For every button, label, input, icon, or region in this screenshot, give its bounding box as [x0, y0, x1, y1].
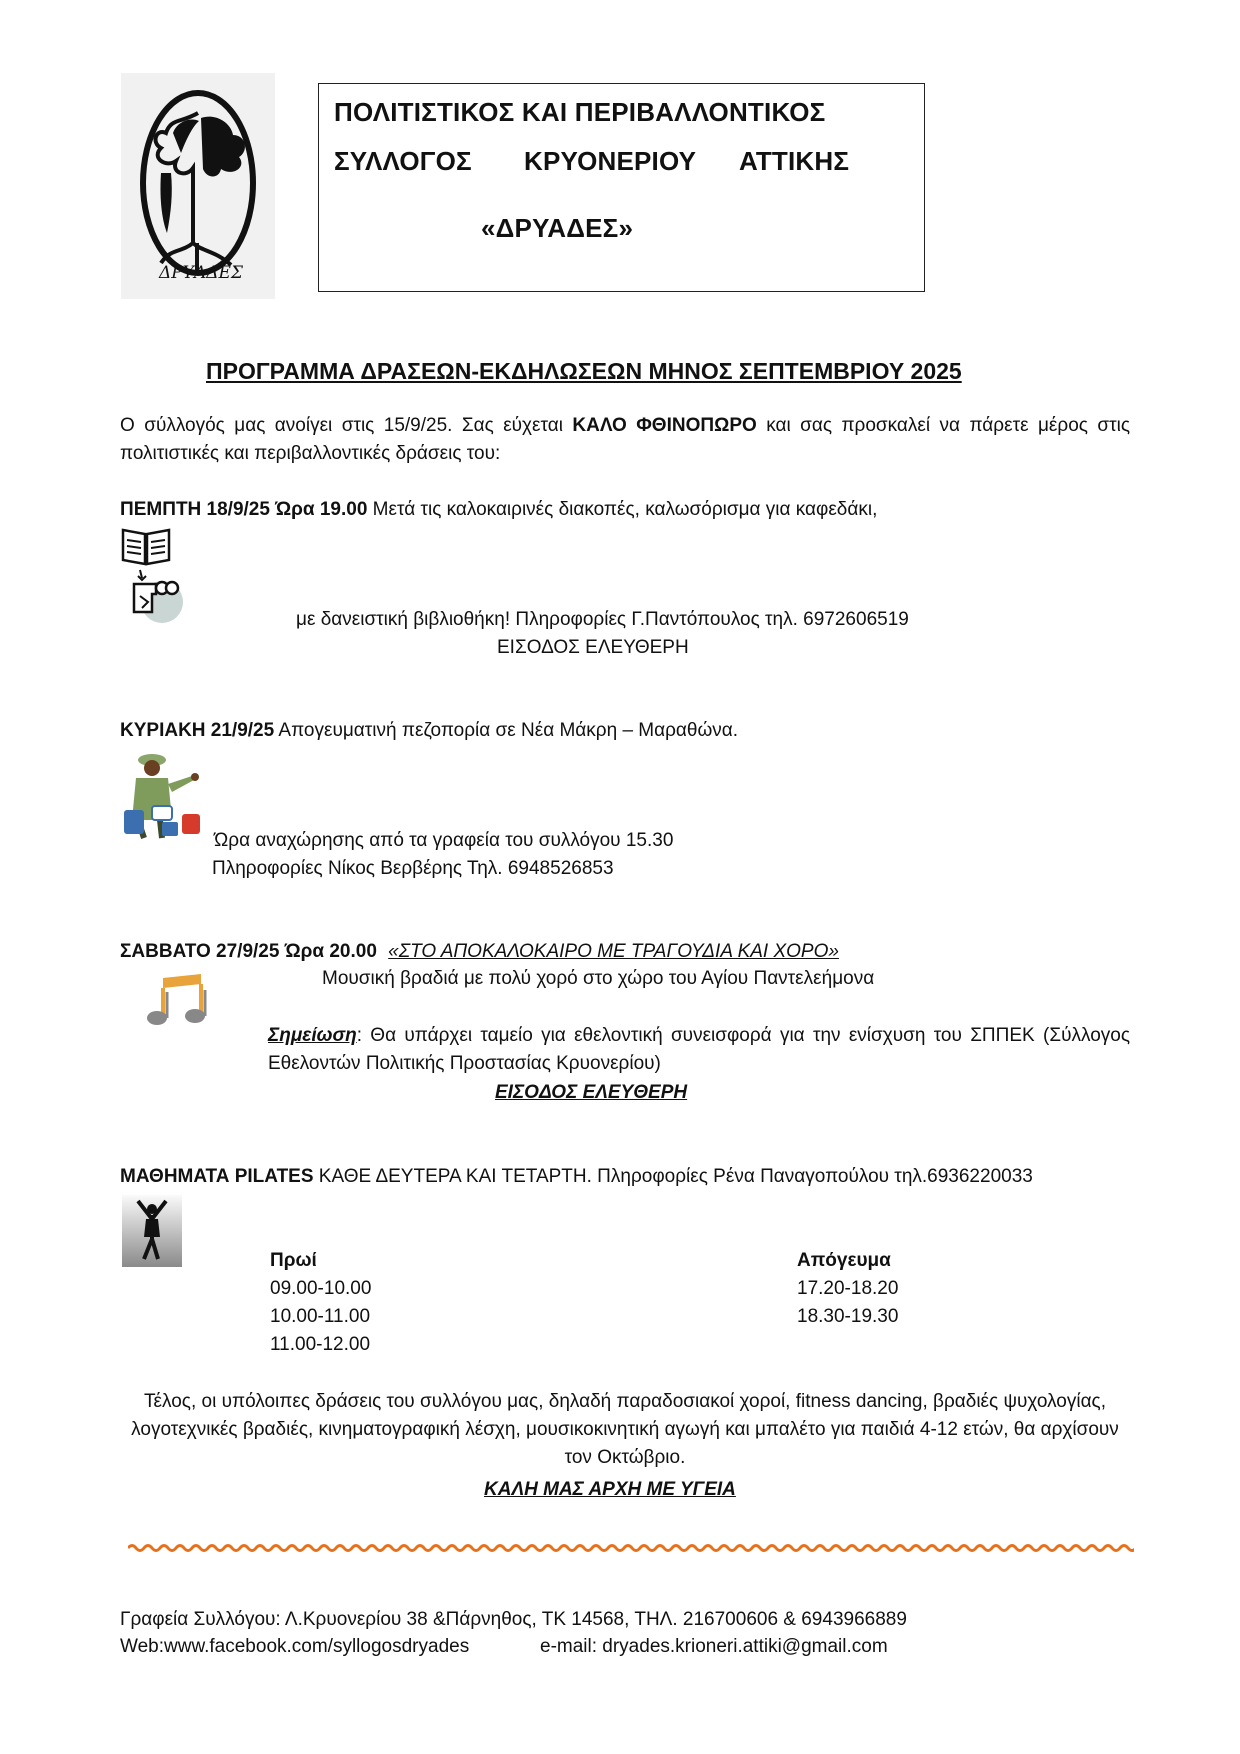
morning-slot-1: 09.00-10.00: [270, 1278, 372, 1299]
header-box: [318, 83, 925, 292]
afternoon-slot-1: 17.20-18.20: [797, 1278, 899, 1299]
morning-label: Πρωί: [270, 1250, 317, 1271]
intro-text-2: και σας προσκαλεί να πάρετε μέρος στις πολιτιστικές και περιβαλλοντικές δράσεις του:: [120, 415, 1130, 464]
wavy-divider: [128, 1540, 1134, 1556]
org-name-line2-c: ΑΤΤΙΚΗΣ: [739, 146, 850, 176]
closing-wish: ΚΑΛΗ ΜΑΣ ΑΡΧΗ ΜΕ ΥΓΕΙΑ: [484, 1479, 736, 1500]
event1-line2: με δανειστική βιβλιοθήκη! Πληροφορίες Γ.Παντόπουλος τηλ. 6972606519: [296, 609, 909, 630]
event1-heading: [120, 496, 877, 524]
org-name-line2-a: ΣΥΛΛΟΓΟΣ: [334, 146, 472, 176]
intro-text-1: Ο σύλλογός μας ανοίγει στις 15/9/25. Σας εύχεται: [120, 415, 573, 436]
pilates-text: ΚΑΘΕ ΔΕΥΤΕΡΑ ΚΑΙ ΤΕΤΑΡΤΗ. Πληροφορίες Ρένα Παναγοπούλου τηλ.6936220033: [313, 1166, 1033, 1187]
hiker-icon: [122, 750, 210, 842]
event3-note: [268, 1022, 1130, 1078]
event3-heading: [120, 938, 839, 966]
event2-line3: Πληροφορίες Νίκος Βερβέρης Τηλ. 6948526853: [212, 858, 614, 879]
org-name-line3: «ΔΡΥΑΔΕΣ»: [481, 213, 634, 243]
reader-icon: [128, 568, 184, 626]
event3-line2: Μουσική βραδιά με πολύ χορό στο χώρο του Αγίου Παντελεήμονα: [322, 968, 875, 989]
footer-address: Γραφεία Συλλόγου: Λ.Κρυονερίου 38 &Πάρνηθος, ΤΚ 14568, ΤΗΛ. 216700606 & 6943966889: [120, 1609, 907, 1630]
footer-email[interactable]: e-mail: dryades.krioneri.attiki@gmail.com: [540, 1636, 888, 1657]
afternoon-slot-2: 18.30-19.30: [797, 1306, 899, 1327]
music-notes-icon: [145, 972, 213, 1028]
event3-entry: ΕΙΣΟΔΟΣ ΕΛΕΥΘΕΡΗ: [495, 1082, 688, 1103]
event2-line2: Ώρα αναχώρησης από τα γραφεία του συλλόγου 15.30: [214, 830, 674, 851]
morning-slot-2: 10.00-11.00: [270, 1306, 371, 1327]
pilates-heading: [120, 1163, 1033, 1191]
event2-heading: [120, 717, 738, 745]
event1-text: Μετά τις καλοκαιρινές διακοπές, καλωσόρισμα για καφεδάκι,: [367, 499, 878, 520]
closing-paragraph: Τέλος, οι υπόλοιπες δράσεις του συλλόγου μας, δηλαδή παραδοσιακοί χοροί, fitness dancing, βραδιές ψυχολογίας, λογοτεχνικές βραδιές, κινηματογραφική λέσχη, μουσικοκινητική αγωγή και μπαλέτο για παιδιά 4-12 ετών, θα αρχίσουν τον Οκτώβριο.: [131, 1391, 1119, 1468]
pilates-label: ΜΑΘΗΜΑΤΑ PILATES: [120, 1166, 314, 1187]
logo-caption: ΔΡΥΑΔΕΣ: [159, 263, 243, 283]
event1-day: ΠΕΜΠΤΗ 18/9/25 Ώρα 19.00: [120, 499, 368, 520]
intro-bold: ΚΑΛΟ ΦΘΙΝΟΠΩΡΟ: [572, 415, 757, 436]
event2-text: Απογευματινή πεζοπορία σε Νέα Μάκρη – Μαραθώνα.: [274, 720, 739, 741]
event2-day: ΚΥΡΙΑΚΗ 21/9/25: [120, 720, 275, 741]
org-name-line1: ΠΟΛΙΤΙΣΤΙΚΟΣ ΚΑΙ ΠΕΡΙΒΑΛΛΟΝΤΙΚΟΣ: [334, 97, 826, 127]
org-name-line2-b: ΚΡΥΟΝΕΡΙΟΥ: [524, 146, 697, 176]
event3-note-label: Σημείωση: [268, 1025, 357, 1046]
program-title: ΠΡΟΓΡΑΜΜΑ ΔΡΑΣΕΩΝ-ΕΚΔΗΛΩΣΕΩΝ ΜΗΝΟΣ ΣΕΠΤΕΜΒΡΙΟΥ 2025: [206, 358, 962, 384]
wavy-line: [128, 1546, 1134, 1551]
footer-web[interactable]: Web:www.facebook.com/syllogosdryades: [120, 1636, 470, 1657]
event3-note-text: : Θα υπάρχει ταμείο για εθελοντική συνεισφορά για την ενίσχυση του ΣΠΠΕΚ (Σύλλογος Εθελοντών Πολιτικής Προστασίας Κρυονερίου): [268, 1025, 1130, 1074]
dancer-icon: [122, 1195, 182, 1267]
tree-logo-icon: [121, 73, 275, 299]
event1-entry: ΕΙΣΟΔΟΣ ΕΛΕΥΘΕΡΗ: [497, 637, 689, 658]
morning-slot-3: 11.00-12.00: [270, 1334, 371, 1355]
event3-day: ΣΑΒΒΑΤΟ 27/9/25 Ώρα 20.00: [120, 941, 377, 962]
event3-title: «ΣΤΟ ΑΠΟΚΑΛΟΚΑΙΡΟ ΜΕ ΤΡΑΓΟΥΔΙΑ ΚΑΙ ΧΟΡΟ»: [388, 941, 839, 962]
intro-paragraph: [120, 412, 1130, 468]
book-icon: [120, 524, 172, 568]
afternoon-label: Απόγευμα: [797, 1250, 891, 1271]
